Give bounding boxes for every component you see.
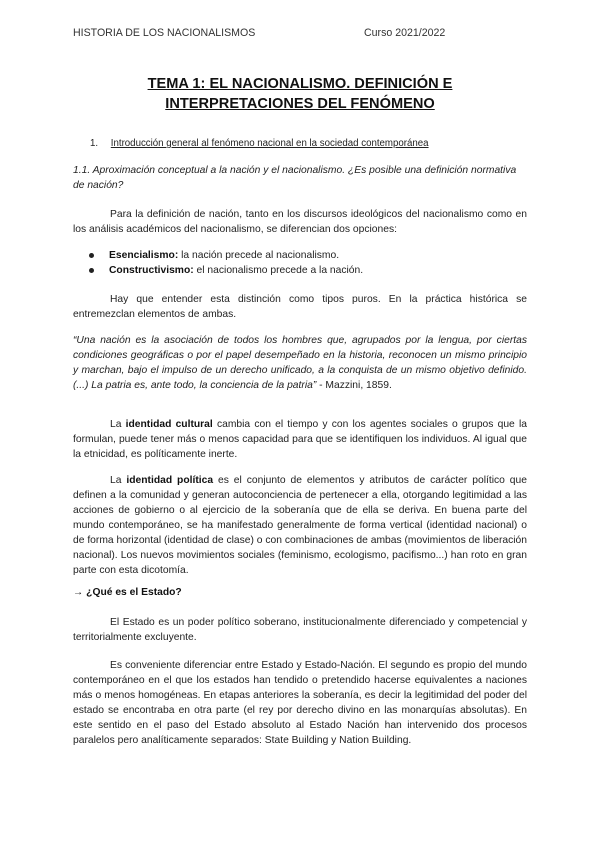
title-line-1: TEMA 1: EL NACIONALISMO. DEFINICIÓN E [147, 76, 453, 92]
header-course-year: Curso 2021/2022 [364, 27, 446, 39]
section-number: 1. [90, 138, 99, 149]
list-item [73, 248, 527, 263]
section-heading [90, 138, 429, 149]
list-item-term: Esencialismo: [109, 250, 179, 261]
quote-text: “Una nación es la asociación de todos los hombres que, agrupados por la lengua, por ciertas condiciones geográficas o por el papel desempeñado en la historia, reconocen un mismo principio y marchan, bajo el impulso de un derecho unificado, a la conquista de un mismo objetivo definido. (...) La patria es, ante todo, la conciencia de la patria” [73, 335, 527, 391]
paragraph-identidad-cultural [73, 417, 527, 462]
term-identidad-cultural: identidad cultural [125, 419, 213, 430]
page-title [73, 74, 527, 114]
subsection-heading: 1.1. Aproximación conceptual a la nación y el nacionalismo. ¿Es posible una definición normativa de nación? [73, 165, 517, 191]
title-line-2: INTERPRETACIONES DEL FENÓMENO [165, 96, 435, 112]
text-run: cambia con el tiempo y con los agentes sociales o grupos que la formulan, puede tener más o menos capacidad para que se identifiquen los individuos. Al igual que la etnicidad, es políticamente inerte. [73, 419, 527, 460]
list-item-term: Constructivismo: [109, 265, 194, 276]
options-list [73, 248, 527, 278]
paragraph-definicion: Para la definición de nación, tanto en los discursos ideológicos del nacionalismo como en los análisis académicos del nacionalismo, se diferencian dos opciones: [73, 209, 527, 235]
bullet-icon [89, 253, 94, 258]
text-run: es el conjunto de elementos y atributos de carácter político que definen a la comunidad y generan autoconciencia de pertenecer a ella, otorgando legitimidad a las acciones de gobierno o al ejercicio de la soberanía que de ella se deriva. En buena parte del mundo contemporáneo, se ha manifestado generalmente de forma vertical (identidad nacional) o de forma horizontal (identidad de clase) o con combinaciones de ambas (movimientos de liberación nacional). Los nuevos movimientos sociales (feminismo, ecologismo, pacifismo...) han roto en gran parte con esta dicotomía. [73, 475, 527, 576]
quote-source: - Mazzini, 1859. [316, 380, 392, 391]
heading-que-es-estado: → ¿Qué es el Estado? [73, 587, 182, 598]
text-run: La [110, 475, 127, 486]
list-item-text: la nación precede al nacionalismo. [178, 250, 340, 261]
bullet-icon [89, 268, 94, 273]
section-title: Introducción general al fenómeno nacional en la sociedad contemporánea [110, 138, 429, 149]
text-run: La [110, 419, 126, 430]
paragraph-estado-nacion: Es conveniente diferenciar entre Estado y Estado-Nación. El segundo es propio del mundo contemporáneo en el que los estados han tendido o pretendido hacerse equivalentes a naciones más o menos homogéneas. En etapas anteriores la soberanía, es decir la legitimidad del poder del estado se encontraba en otra parte (el rey por derecho divino en las monarquías absolutas). En este sentido en el paso del Estado absoluto al Estado Nación han intervenido dos procesos paralelos pero analíticamente separados: State Building y Nation Building. [73, 660, 527, 746]
mazzini-quote [73, 333, 527, 393]
list-item-text: el nacionalismo precede a la nación. [193, 265, 364, 276]
paragraph-identidad-politica [73, 473, 527, 578]
list-item [73, 263, 527, 278]
header-course-name: HISTORIA DE LOS NACIONALISMOS [73, 27, 256, 39]
term-identidad-politica: identidad política [126, 475, 214, 486]
paragraph-estado: El Estado es un poder político soberano, institucionalmente diferenciado y competencial y territorialmente excluyente. [73, 617, 527, 643]
paragraph-tipos-puros: Hay que entender esta distinción como tipos puros. En la práctica histórica se entremezclan elementos de ambas. [73, 294, 527, 320]
